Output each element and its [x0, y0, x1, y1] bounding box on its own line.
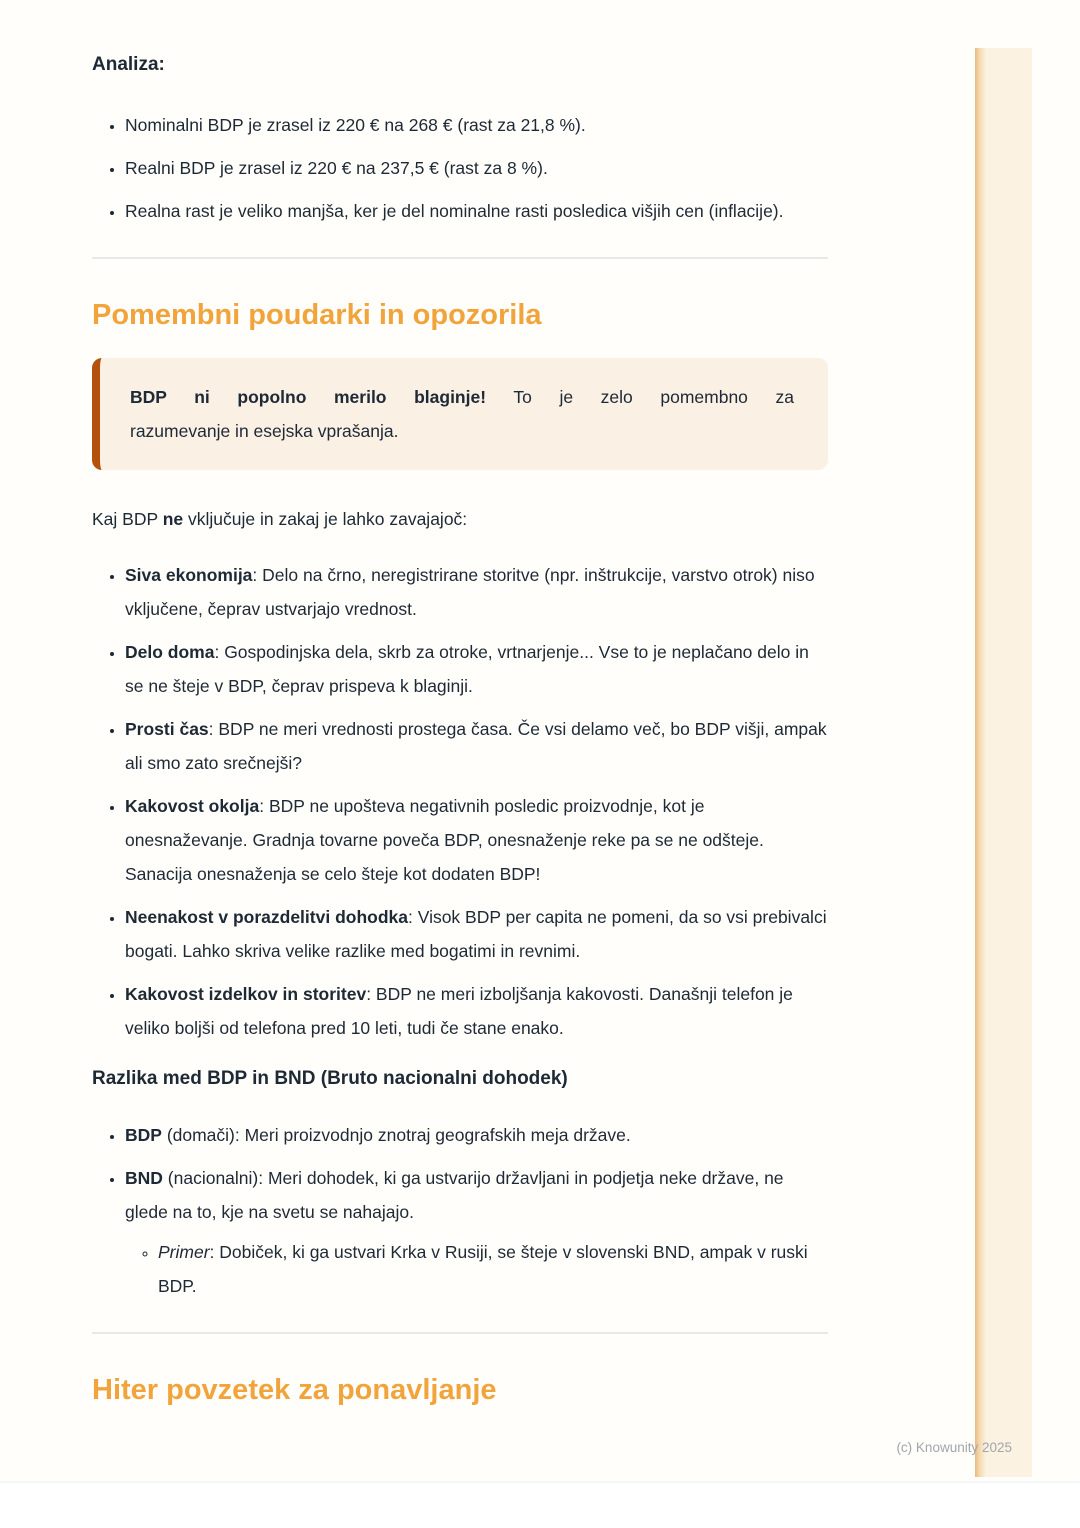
list-item-text: : Delo na črno, neregistrirane storitve (npr. inštrukcije, varstvo otrok) niso vključene, čeprav ustvarjajo vrednost.: [125, 565, 815, 619]
list-item-term: BDP: [125, 1125, 162, 1145]
list-item: [125, 789, 828, 891]
list-item: [125, 1118, 828, 1152]
intro-suffix: vključuje in zakaj je lahko zavajajoč:: [183, 509, 468, 529]
callout-rest-text: To je zelo pomembno za: [513, 387, 794, 407]
list-item-text: (nacionalni): Meri dohodek, ki ga ustvarijo državljani in podjetja neke države, ne glede na to, kje na svetu se nahajajo.: [125, 1168, 784, 1222]
important-callout: [92, 358, 828, 470]
page-edge-stripe: [975, 48, 1032, 1477]
list-item: [125, 108, 828, 142]
sublist-item-text: : Dobiček, ki ga ustvari Krka v Rusiji, se šteje v slovenski BND, ampak v ruski BDP.: [158, 1242, 808, 1296]
highlights-intro: [92, 502, 828, 536]
list-item-text: : Gospodinjska dela, skrb za otroke, vrtnarjenje... Vse to je neplačano delo in se ne šteje v BDP, čeprav prispeva k blaginji.: [125, 642, 809, 696]
callout-line-1: [130, 380, 794, 414]
callout-bold-text: BDP ni popolno merilo blaginje!: [130, 387, 487, 407]
list-item: [125, 712, 828, 780]
callout-line-2: razumevanje in esejska vprašanja.: [130, 421, 399, 441]
summary-section-heading: Hiter povzetek za ponavljanje: [92, 1374, 497, 1406]
difference-sublist: [125, 1235, 828, 1303]
list-item-text: Nominalni BDP je zrasel iz 220 € na 268 € (rast za 21,8 %).: [125, 115, 586, 135]
list-item: [125, 194, 828, 228]
list-item: [125, 558, 828, 626]
list-item: [125, 151, 828, 185]
page-bottom-edge: [0, 1481, 1080, 1528]
list-item-term: Prosti čas: [125, 719, 209, 739]
intro-bold: ne: [162, 509, 184, 529]
list-item: [125, 635, 828, 703]
list-item-term: Neenakost v porazdelitvi dohodka: [125, 907, 408, 927]
analysis-list: [92, 108, 828, 228]
difference-heading: Razlika med BDP in BND (Bruto nacionalni dohodek): [92, 1068, 568, 1089]
list-item-text: : Visok BDP per capita ne pomeni, da so vsi prebivalci bogati. Lahko skriva velike razlike med bogatimi in revnimi.: [125, 907, 827, 961]
list-item-text: Realna rast je veliko manjša, ker je del nominalne rasti posledica višjih cen (inflacije).: [125, 201, 784, 221]
list-item-term: Kakovost okolja: [125, 796, 260, 816]
list-item-term: Delo doma: [125, 642, 215, 662]
list-item: [125, 1161, 828, 1303]
intro-prefix: Kaj BDP: [92, 509, 163, 529]
analysis-heading: Analiza:: [92, 54, 165, 75]
list-item-term: Siva ekonomija: [125, 565, 253, 585]
list-item-term: BND: [125, 1168, 163, 1188]
copyright-note: (c) Knowunity 2025: [896, 1440, 1012, 1455]
list-item-text: : BDP ne meri vrednosti prostega časa. Če vsi delamo več, bo BDP višji, ampak ali smo zato srečnejši?: [125, 719, 827, 773]
sublist-item-term: Primer: [158, 1242, 210, 1262]
list-item-text: (domači): Meri proizvodnjo znotraj geografskih meja države.: [161, 1125, 631, 1145]
section-divider: [92, 257, 828, 259]
list-item-text: Realni BDP je zrasel iz 220 € na 237,5 € (rast za 8 %).: [125, 158, 548, 178]
section-divider: [92, 1332, 828, 1334]
highlights-list: [92, 558, 828, 1045]
list-item-text: : BDP ne upošteva negativnih posledic proizvodnje, kot je onesnaževanje. Gradnja tovarne poveča BDP, onesnaženje reke pa se ne odšteje. Sanacija onesnaženja se celo šteje kot dodaten BDP!: [125, 796, 764, 884]
list-item-text: : BDP ne meri izboljšanja kakovosti. Današnji telefon je veliko boljši od telefona pred 10 leti, tudi če stane enako.: [125, 984, 793, 1038]
highlights-section-heading: Pomembni poudarki in opozorila: [92, 299, 542, 331]
sublist-item: [158, 1235, 828, 1303]
list-item-term: Kakovost izdelkov in storitev: [125, 984, 367, 1004]
difference-list: [92, 1118, 828, 1303]
list-item: [125, 977, 828, 1045]
list-item: [125, 900, 828, 968]
